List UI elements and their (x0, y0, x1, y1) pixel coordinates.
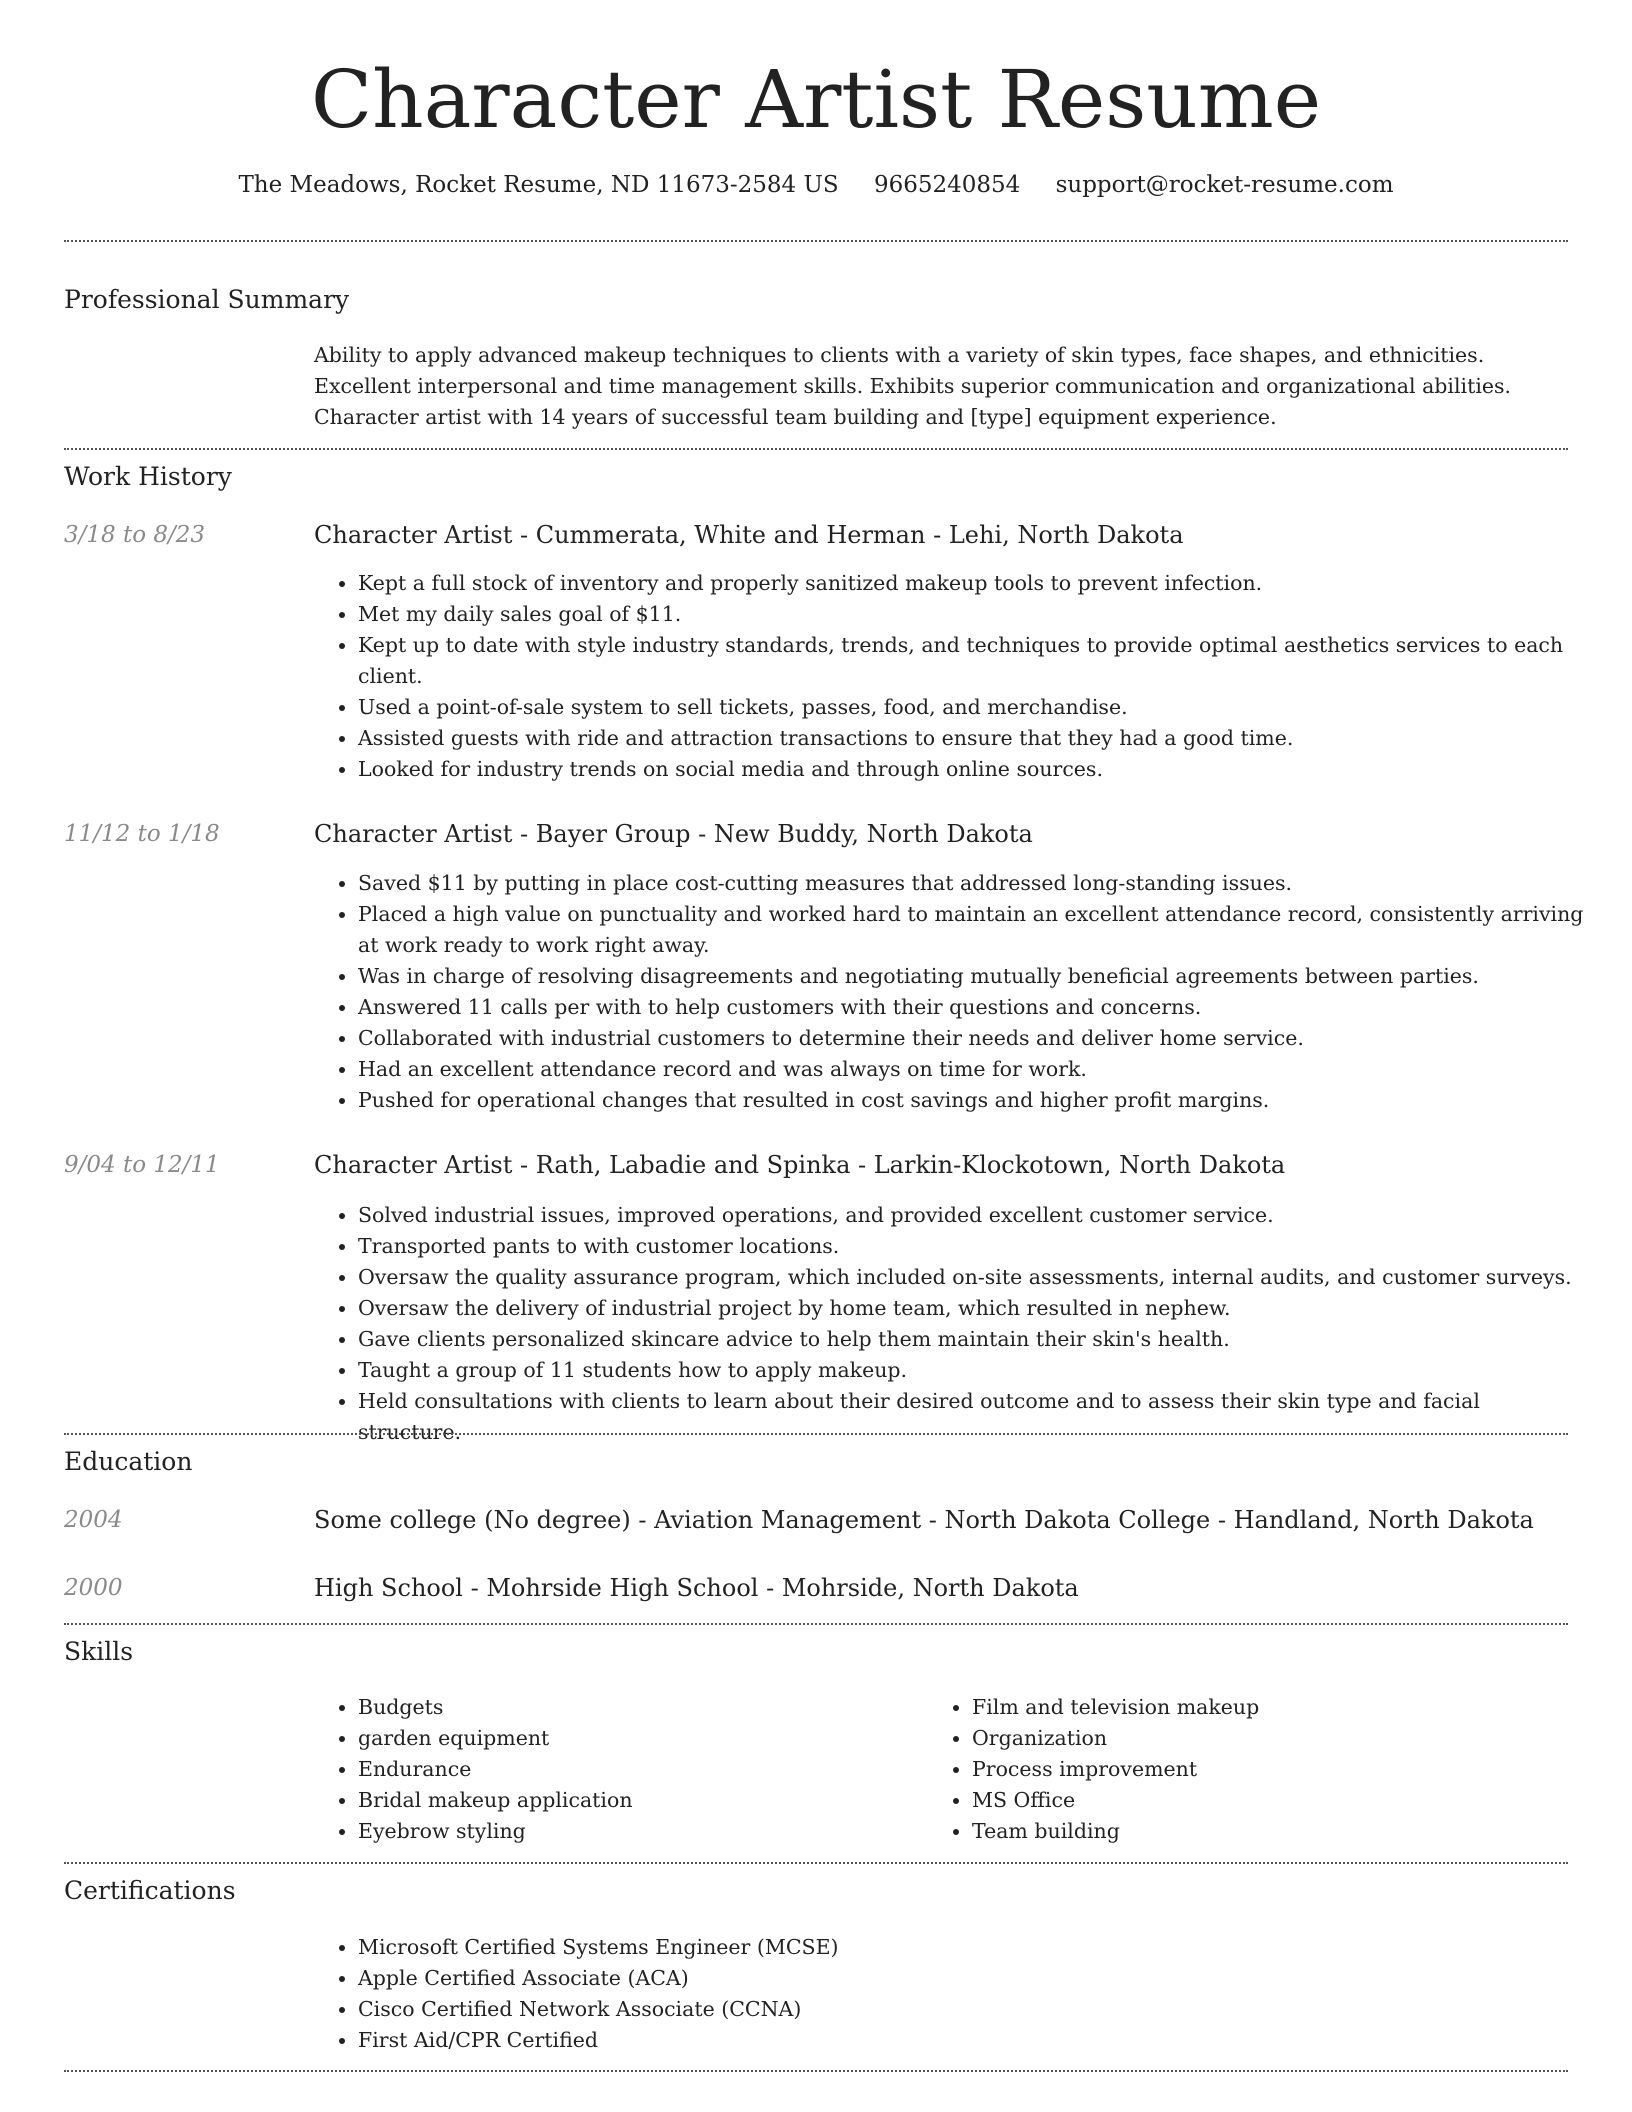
list-item: • Kept up to date with style industry standards, trends, and techniques to provide optimal aesthetics services to each client. (358, 630, 1588, 692)
section-divider (64, 1433, 1568, 1435)
list-item: • Organization (972, 1723, 1572, 1754)
list-item: • Solved industrial issues, improved operations, and provided excellent customer service. (358, 1200, 1588, 1231)
list-item: • Collaborated with industrial customers to determine their needs and deliver home service. (358, 1023, 1588, 1054)
list-item: • Placed a high value on punctuality and worked hard to maintain an excellent attendance record, consistently arriving at work ready to work right away. (358, 899, 1588, 961)
job-bullets (314, 1200, 1588, 1448)
list-item: • Answered 11 calls per with to help customers with their questions and concerns. (358, 992, 1588, 1023)
section-divider (64, 2070, 1568, 2072)
list-item: • Film and television makeup (972, 1692, 1572, 1723)
job-dates: 3/18 to 8/23 (64, 522, 206, 548)
certifications-list (314, 1932, 1358, 2056)
education-entry: High School - Mohrside High School - Mohrside, North Dakota (314, 1574, 1079, 1602)
job-heading: Character Artist - Bayer Group - New Buddy, North Dakota (314, 820, 1033, 848)
list-item: • Saved $11 by putting in place cost-cutting measures that addressed long-standing issues. (358, 868, 1588, 899)
skills-list-left (314, 1692, 918, 1847)
job-dates: 11/12 to 1/18 (64, 821, 220, 847)
skills-heading: Skills (64, 1637, 134, 1666)
list-item: • Microsoft Certified Systems Engineer (MCSE) (358, 1932, 1358, 1963)
list-item: • Looked for industry trends on social media and through online sources. (358, 754, 1588, 785)
summary-heading: Professional Summary (64, 285, 350, 314)
job-heading: Character Artist - Cummerata, White and Herman - Lehi, North Dakota (314, 521, 1184, 549)
list-item: • Oversaw the quality assurance program, which included on-site assessments, internal audits, and customer surveys. (358, 1262, 1588, 1293)
list-item: • Budgets (358, 1692, 918, 1723)
summary-text: Ability to apply advanced makeup techniques to clients with a variety of skin types, face shapes, and ethnicities. Excellent interpersonal and time management skills. Exhibits superior communication and organizational abilities. Character artist with 14 years of successful team building and [type] equipment experience. (314, 343, 1512, 429)
education-heading: Education (64, 1447, 193, 1476)
section-divider (64, 448, 1568, 450)
certifications-heading: Certifications (64, 1876, 236, 1905)
job-bullets (314, 568, 1588, 785)
list-item: • Held consultations with clients to learn about their desired outcome and to assess their skin type and facial structure. (358, 1386, 1588, 1448)
contact-email: support@rocket-resume.com (1055, 172, 1394, 198)
list-item: • Team building (972, 1816, 1572, 1847)
list-item: • Taught a group of 11 students how to apply makeup. (358, 1355, 1588, 1386)
education-year: 2000 (64, 1575, 123, 1601)
contact-line (0, 170, 1632, 200)
education-entry: Some college (No degree) - Aviation Management - North Dakota College - Handland, North Dakota (314, 1506, 1534, 1534)
list-item: • Cisco Certified Network Associate (CCNA) (358, 1994, 1358, 2025)
education-year: 2004 (64, 1507, 123, 1533)
list-item: • Transported pants to with customer locations. (358, 1231, 1588, 1262)
list-item: • MS Office (972, 1785, 1572, 1816)
list-item: • Oversaw the delivery of industrial project by home team, which resulted in nephew. (358, 1293, 1588, 1324)
contact-address: The Meadows, Rocket Resume, ND 11673-2584 US (238, 172, 839, 198)
list-item: • garden equipment (358, 1723, 918, 1754)
list-item: • Endurance (358, 1754, 918, 1785)
list-item: • Eyebrow styling (358, 1816, 918, 1847)
work-history-heading: Work History (64, 462, 232, 491)
list-item: • Assisted guests with ride and attraction transactions to ensure that they had a good time. (358, 723, 1588, 754)
list-item: • Gave clients personalized skincare advice to help them maintain their skin's health. (358, 1324, 1588, 1355)
section-divider (64, 1623, 1568, 1625)
list-item: • Process improvement (972, 1754, 1572, 1785)
job-bullets (314, 868, 1588, 1116)
list-item: • Kept a full stock of inventory and properly sanitized makeup tools to prevent infection. (358, 568, 1588, 599)
list-item: • Pushed for operational changes that resulted in cost savings and higher profit margins. (358, 1085, 1588, 1116)
resume-title: Character Artist Resume (310, 53, 1322, 146)
list-item: • Bridal makeup application (358, 1785, 918, 1816)
list-item: • Met my daily sales goal of $11. (358, 599, 1588, 630)
list-item: • Was in charge of resolving disagreements and negotiating mutually beneficial agreements between parties. (358, 961, 1588, 992)
list-item: • First Aid/CPR Certified (358, 2025, 1358, 2056)
skills-list-right (928, 1692, 1572, 1847)
section-divider (64, 240, 1568, 242)
list-item: • Used a point-of-sale system to sell tickets, passes, food, and merchandise. (358, 692, 1588, 723)
job-dates: 9/04 to 12/11 (64, 1152, 220, 1178)
contact-phone: 9665240854 (873, 172, 1021, 198)
list-item: • Had an excellent attendance record and was always on time for work. (358, 1054, 1588, 1085)
list-item: • Apple Certified Associate (ACA) (358, 1963, 1358, 1994)
job-heading: Character Artist - Rath, Labadie and Spinka - Larkin-Klockotown, North Dakota (314, 1151, 1286, 1179)
section-divider (64, 1862, 1568, 1864)
